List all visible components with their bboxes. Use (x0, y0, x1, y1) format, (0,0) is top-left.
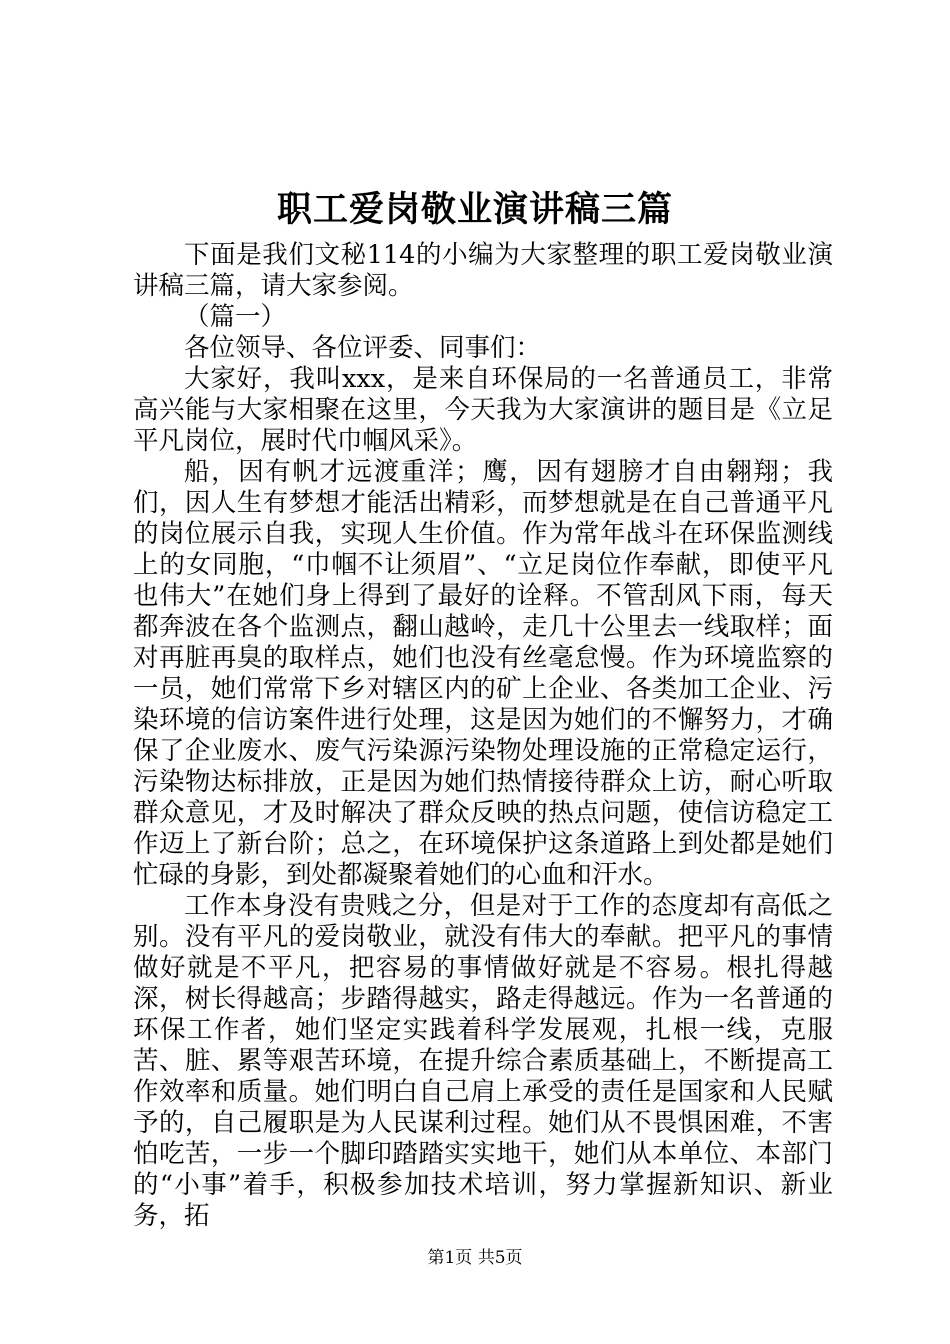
body-paragraph: 船，因有帆才远渡重洋；鹰，因有翅膀才自由翱翔；我们，因人生有梦想才能活出精彩，而梦想就是在自己普通平凡的岗位展示自我，实现人生价值。作为常年战斗在环保监测线上的女同胞，“巾帼不让须眉”、“立足岗位作奉献，即使平凡也伟大”在她们身上得到了最好的诠释。不管刮风下雨，每天都奔波在各个监测点，翻山越岭，走几十公里去一线取样；面对再脏再臭的取样点，她们也没有丝毫怠慢。作为环境监察的一员，她们常常下乡对辖区内的矿上企业、各类加工企业、污染环境的信访案件进行处理，这是因为她们的不懈努力，才确保了企业废水、废气污染源污染物处理设施的正常稳定运行，污染物达标排放，正是因为她们热情接待群众上访，耐心听取群众意见，才及时解决了群众反映的热点问题，使信访稳定工作迈上了新台阶；总之，在环境保护这条道路上到处都是她们忙碌的身影，到处都凝聚着她们的心血和汗水。 (133, 457, 833, 890)
intro-paragraph: 下面是我们文秘114的小编为大家整理的职工爱岗敬业演讲稿三篇，请大家参阅。 (133, 240, 833, 301)
body-paragraph: 工作本身没有贵贱之分，但是对于工作的态度却有高低之别。没有平凡的爱岗敬业，就没有伟大的奉献。把平凡的事情做好就是不平凡，把容易的事情做好就是不容易。根扎得越深，树长得越高；步踏得越实，路走得越远。作为一名普通的环保工作者，她们坚定实践着科学发展观，扎根一线，克服苦、脏、累等艰苦环境，在提升综合素质基础上，不断提高工作效率和质量。她们明白自己肩上承受的责任是国家和人民赋予的，自己履职是为人民谋利过程。她们从不畏惧困难，不害怕吃苦，一步一个脚印踏踏实实地干，她们从本单位、本部门的“小事”着手，积极参加技术培训，努力掌握新知识、新业务，拓 (133, 891, 833, 1231)
body-paragraph: 大家好，我叫xxx，是来自环保局的一名普通员工，非常高兴能与大家相聚在这里，今天我为大家演讲的题目是《立足平凡岗位，展时代巾帼风采》。 (133, 364, 833, 456)
page-number-footer: 第1页 共5页 (427, 1248, 523, 1268)
section-heading: （篇一） (184, 302, 287, 332)
document-title: 职工爱岗敬业演讲稿三篇 (276, 189, 673, 230)
document-body (133, 240, 833, 1232)
salutation: 各位领导、各位评委、同事们： (184, 333, 542, 363)
